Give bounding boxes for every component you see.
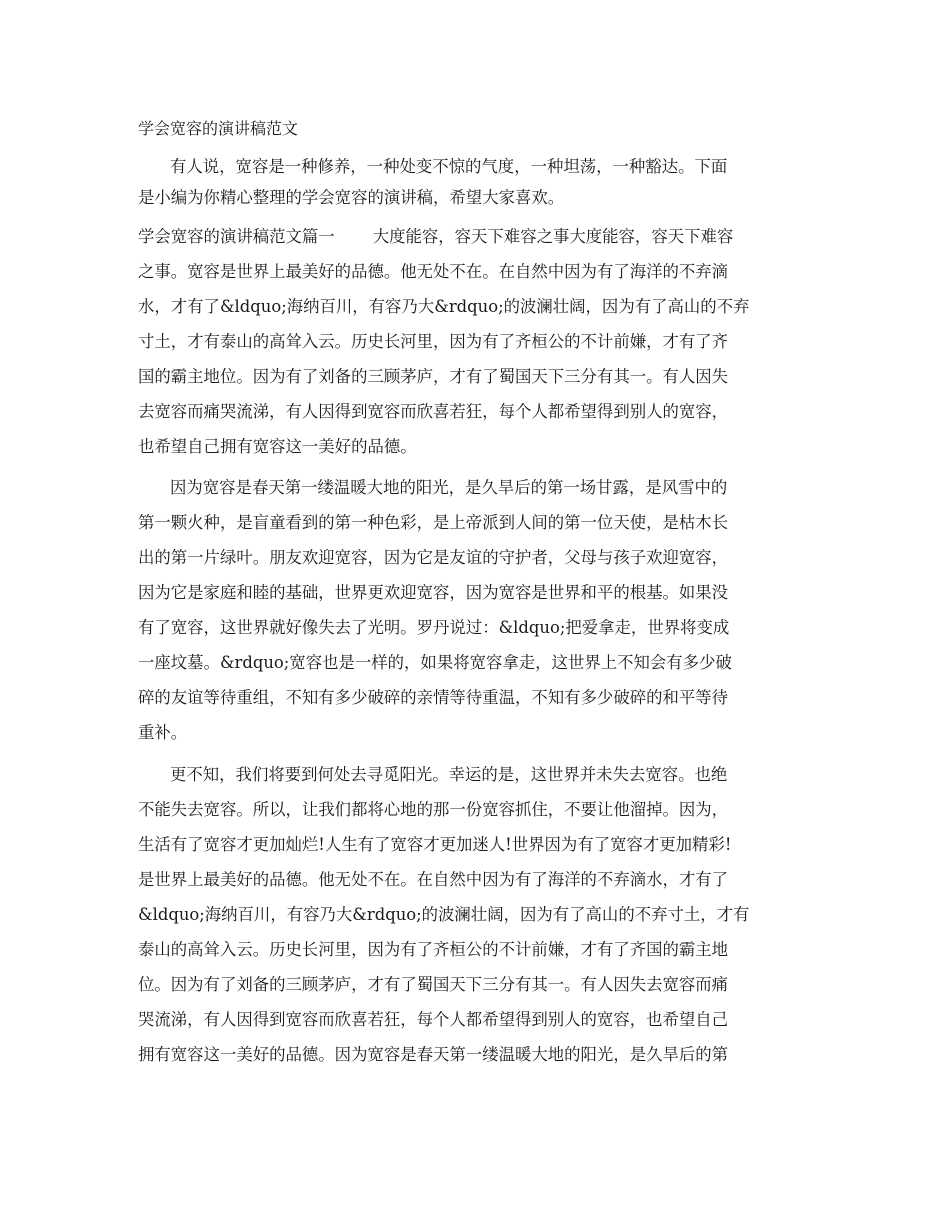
text-line: &ldquo;海纳百川，有容乃大&rdquo;的波澜壮阔，因为有了高山的不弃寸土，才有: [138, 905, 750, 924]
text-line: 更不知，我们将要到何处去寻觅阳光。幸运的是，这世界并未失去宽容。也绝: [170, 765, 728, 784]
text-line: 也希望自己拥有宽容这一美好的品德。: [138, 437, 417, 456]
section-heading-line: [138, 227, 733, 247]
text-line: 拥有宽容这一美好的品德。因为宽容是春天第一缕温暖大地的阳光，是久旱后的第: [138, 1045, 729, 1064]
text-line: 第一颗火种，是盲童看到的第一种色彩，是上帝派到人间的第一位天使，是枯木长: [138, 513, 729, 532]
text-line: 一座坟墓。&rdquo;宽容也是一样的，如果将宽容拿走，这世界上不知会有多少破: [138, 653, 732, 672]
text-line: 是小编为你精心整理的学会宽容的演讲稿，希望大家喜欢。: [138, 188, 565, 207]
text-line: 生活有了宽容才更加灿烂!人生有了宽容才更加迷人!世界因为有了宽容才更加精彩!: [138, 835, 732, 854]
section-heading: 学会宽容的演讲稿范文篇一: [138, 227, 335, 246]
text-line: 之事。宽容是世界上最美好的品德。他无处不在。在自然中因为有了海洋的不弃滴: [138, 262, 729, 281]
text-line: 出的第一片绿叶。朋友欢迎宽容，因为它是友谊的守护者，父母与孩子欢迎宽容，: [138, 548, 729, 567]
text-line: 不能失去宽容。所以，让我们都将心地的那一份宽容抓住，不要让他溜掉。因为，: [138, 800, 729, 819]
text-line: 哭流涕，有人因得到宽容而欣喜若狂，每个人都希望得到别人的宽容，也希望自己: [138, 1010, 729, 1029]
text-line: 有了宽容，这世界就好像失去了光明。罗丹说过：&ldquo;把爱拿走，世界将变成: [138, 618, 730, 637]
text-line: 有人说，宽容是一种修养，一种处变不惊的气度，一种坦荡，一种豁达。下面: [170, 157, 728, 176]
text-line: 重补。: [138, 723, 188, 742]
text-segment: 大度能容，容天下难容之事大度能容，容天下难容: [372, 227, 734, 246]
text-line: 寸土，才有泰山的高耸入云。历史长河里，因为有了齐桓公的不计前嫌，才有了齐: [138, 332, 729, 351]
text-line: 泰山的高耸入云。历史长河里，因为有了齐桓公的不计前嫌，才有了齐国的霸主地: [138, 940, 729, 959]
text-line: 水，才有了&ldquo;海纳百川，有容乃大&rdquo;的波澜壮阔，因为有了高山的不弃: [138, 297, 750, 316]
text-line: 国的霸主地位。因为有了刘备的三顾茅庐，才有了蜀国天下三分有其一。有人因失: [138, 367, 729, 386]
text-line: 是世界上最美好的品德。他无处不在。在自然中因为有了海洋的不弃滴水，才有了: [138, 870, 729, 889]
text-line: 位。因为有了刘备的三顾茅庐，才有了蜀国天下三分有其一。有人因失去宽容而痛: [138, 975, 729, 994]
text-line: 因为宽容是春天第一缕温暖大地的阳光，是久旱后的第一场甘露，是风雪中的: [170, 478, 728, 497]
text-line: 去宽容而痛哭流涕，有人因得到宽容而欣喜若狂，每个人都希望得到别人的宽容，: [138, 402, 729, 421]
text-line: 因为它是家庭和睦的基础，世界更欢迎宽容，因为宽容是世界和平的根基。如果没: [138, 583, 729, 602]
document-title: 学会宽容的演讲稿范文: [138, 119, 299, 138]
text-line: 碎的友谊等待重组，不知有多少破碎的亲情等待重温，不知有多少破碎的和平等待: [138, 688, 729, 707]
